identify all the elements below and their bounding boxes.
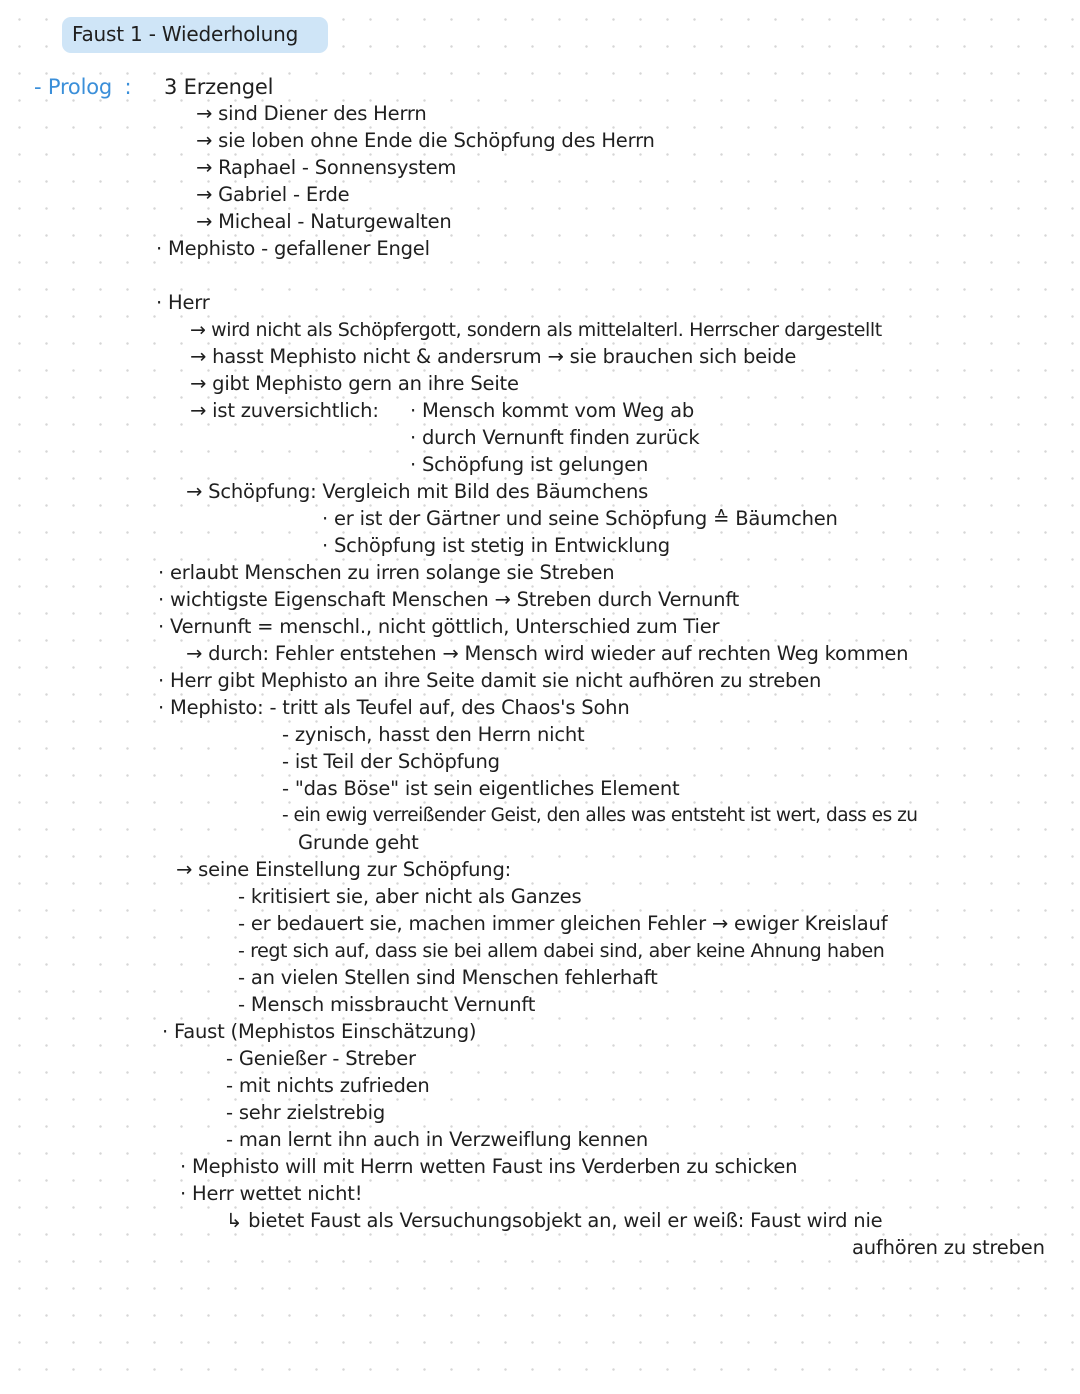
note-line: → wird nicht als Schöpfergott, sondern als mittelalterl. Herrscher dargestellt (190, 319, 882, 341)
section-prolog-colon: : (124, 75, 132, 99)
note-line: aufhören zu streben (852, 1236, 1045, 1259)
note-line: → hasst Mephisto nicht & andersrum → sie brauchen sich beide (190, 345, 797, 368)
note-line: → Schöpfung: Vergleich mit Bild des Bäumchens (186, 480, 649, 503)
note-line: - mit nichts zufrieden (226, 1074, 430, 1097)
note-line: - ist Teil der Schöpfung (282, 750, 500, 773)
note-line: - zynisch, hasst den Herrn nicht (282, 723, 585, 746)
note-line: Grunde geht (298, 831, 419, 854)
note-line: · Schöpfung ist stetig in Entwicklung (322, 534, 670, 557)
note-line: · Herr gibt Mephisto an ihre Seite damit sie nicht aufhören zu streben (158, 669, 822, 692)
note-line: · erlaubt Menschen zu irren solange sie Streben (158, 561, 615, 584)
note-line: → durch: Fehler entstehen → Mensch wird wieder auf rechten Weg kommen (186, 642, 909, 665)
note-line: - "das Böse" ist sein eigentliches Element (282, 777, 680, 800)
note-line: → Raphael - Sonnensystem (196, 156, 457, 179)
note-line: → gibt Mephisto gern an ihre Seite (190, 372, 519, 395)
note-line: · er ist der Gärtner und seine Schöpfung ≙ Bäumchen (322, 507, 838, 530)
note-line: - Genießer - Streber (226, 1047, 416, 1070)
note-line: · wichtigste Eigenschaft Menschen → Streben durch Vernunft (158, 588, 740, 611)
page-title: Faust 1 - Wiederholung (72, 22, 299, 46)
note-line: → ist zuversichtlich: (190, 399, 379, 422)
note-line: · Herr wettet nicht! (180, 1182, 363, 1205)
note-line: → sie loben ohne Ende die Schöpfung des Herrn (196, 129, 655, 152)
section-prolog (34, 74, 131, 100)
note-line: → seine Einstellung zur Schöpfung: (176, 858, 512, 881)
note-line: 3 Erzengel (164, 75, 274, 99)
note-line: · Mephisto: - tritt als Teufel auf, des Chaos's Sohn (158, 696, 630, 719)
note-line: - kritisiert sie, aber nicht als Ganzes (238, 885, 582, 908)
note-line: · Herr (156, 291, 210, 314)
note-line: · Mensch kommt vom Weg ab (410, 399, 695, 422)
note-line: · Schöpfung ist gelungen (410, 453, 649, 476)
note-line: - an vielen Stellen sind Menschen fehlerhaft (238, 966, 658, 989)
note-line: - Mensch missbraucht Vernunft (238, 993, 536, 1016)
note-line: → Micheal - Naturgewalten (196, 210, 452, 233)
note-line: · Vernunft = menschl., nicht göttlich, Unterschied zum Tier (158, 615, 720, 638)
section-prolog-label: - Prolog (34, 75, 112, 99)
note-line: - man lernt ihn auch in Verzweiflung kennen (226, 1128, 649, 1151)
note-line: → sind Diener des Herrn (196, 102, 427, 125)
note-line: - er bedauert sie, machen immer gleichen Fehler → ewiger Kreislauf (238, 912, 888, 935)
note-line: → Gabriel - Erde (196, 183, 350, 206)
note-line: · Mephisto will mit Herrn wetten Faust ins Verderben zu schicken (180, 1155, 798, 1178)
note-line: · Mephisto - gefallener Engel (156, 237, 430, 260)
note-line: ↳ bietet Faust als Versuchungsobjekt an, weil er weiß: Faust wird nie (226, 1209, 883, 1232)
note-line: - sehr zielstrebig (226, 1101, 385, 1124)
note-line: - regt sich auf, dass sie bei allem dabei sind, aber keine Ahnung haben (238, 940, 885, 962)
note-line: · durch Vernunft finden zurück (410, 426, 700, 449)
note-line: - ein ewig verreißender Geist, den alles was entsteht ist wert, dass es zu (282, 805, 918, 826)
note-line: · Faust (Mephistos Einschätzung) (162, 1020, 477, 1043)
